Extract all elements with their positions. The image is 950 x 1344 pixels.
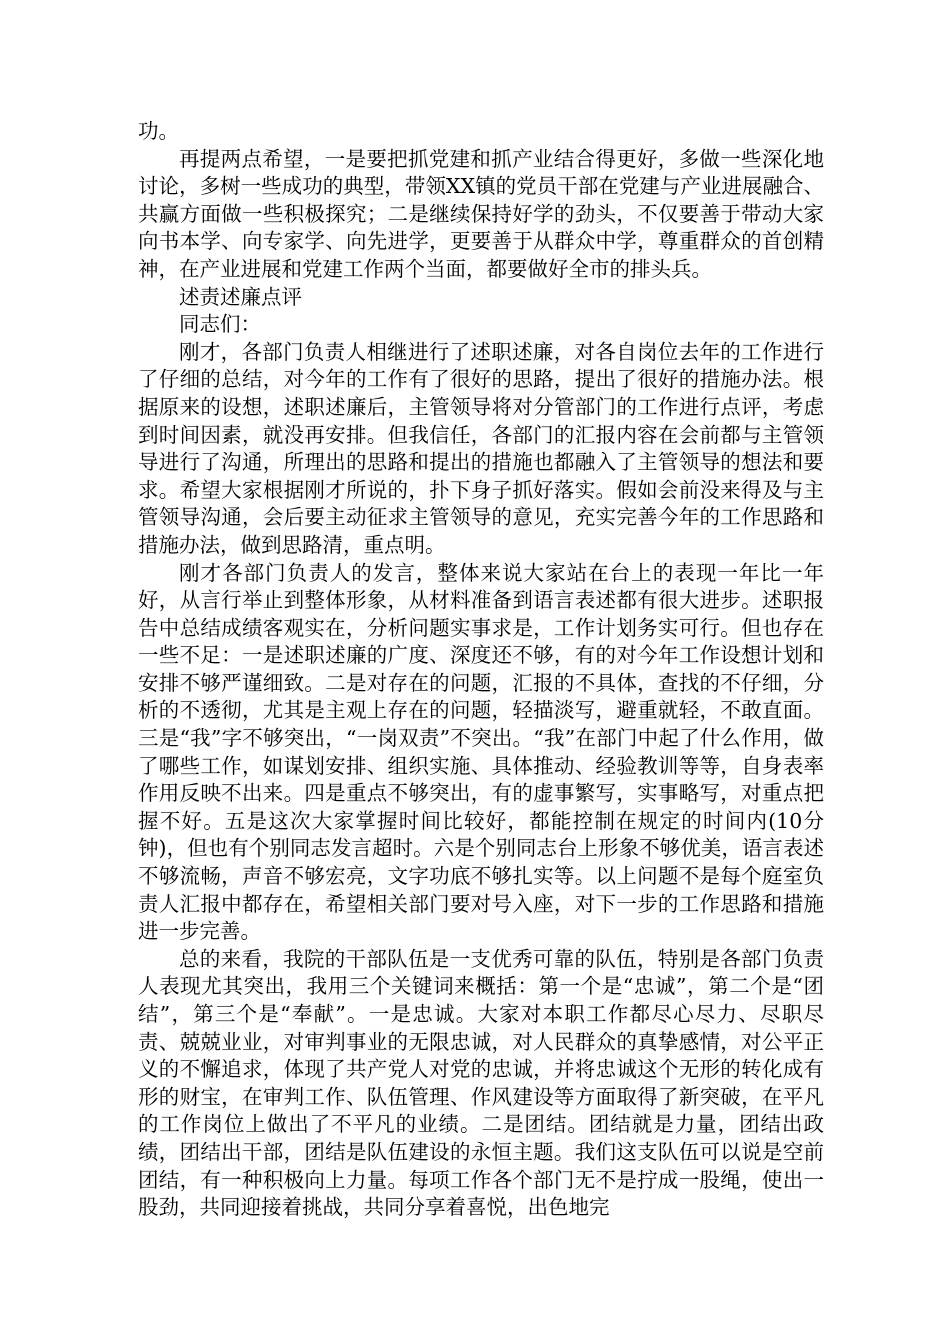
- paragraph-review-intro: 刚才，各部门负责人相继进行了述职述廉，对各自岗位去年的工作进行了仔细的总结，对今年的工作有了很好的思路，提出了很好的措施办法。根据原来的设想，述职述廉后，主管领导将对分管部门的工作进行点评，考虑到时间因素，就没再安排。但我信任，各部门的汇报内容在会前都与主管领导进行了沟通，所理出的思路和提出的措施也都融入了主管领导的想法和要求。希望大家根据刚才所说的，扑下身子抓好落实。假如会前没来得及与主管领导沟通，会后要主动征求主管领导的意见，充实完善今年的工作思路和措施办法，做到思路清，重点明。: [138, 339, 824, 557]
- paragraph-shortcomings: 刚才各部门负责人的发言，整体来说大家站在台上的表现一年比一年好，从言行举止到整体形象，从材料准备到语言表述都有很大进步。述职报告中总结成绩客观实在，分析问题实事求是，工作计划务实可行。但也存在一些不足：一是述职述廉的广度、深度还不够，有的对今年工作设想计划和安排不够严谨细致。二是对存在的问题，汇报的不具体，查找的不仔细，分析的不透彻，尤其是主观上存在的问题，轻描淡写，避重就轻，不敢直面。三是“我”字不够突出，“一岗双责”不突出。“我”在部门中起了什么作用，做了哪些工作，如谋划安排、组织实施、具体推动、经验教训等等，自身表率作用反映不出来。四是重点不够突出，有的虚事繁写，实事略写，对重点把握不好。五是这次大家掌握时间比较好，都能控制在规定的时间内(10分钟)，但也有个别同志发言超时。六是个别同志台上形象不够优美，语言表述不够流畅，声音不够宏亮，文字功底不够扎实等。以上问题不是每个庭室负责人汇报中都存在，希望相关部门要对号入座，对下一步的工作思路和措施进一步完善。: [138, 560, 824, 944]
- document-page: [138, 118, 824, 1222]
- paragraph-continuation: 功。: [138, 119, 179, 143]
- section-heading: 述责述廉点评: [179, 284, 302, 309]
- paragraph-hopes: 再提两点希望，一是要把抓党建和抓产业结合得更好，多做一些深化地讨论，多树一些成功的典型，带领XX镇的党员干部在党建与产业进展融合、共赢方面做一些积极探究；二是继续保持好学的劲头，不仅要善于带动大家向书本学、向专家学、向先进学，更要善于从群众中学，尊重群众的首创精神，在产业进展和党建工作两个当面，都要做好全市的排头兵。: [138, 146, 824, 281]
- paragraph-summary: 总的来看，我院的干部队伍是一支优秀可靠的队伍，特别是各部门负责人表现尤其突出，我用三个关键词来概括：第一个是“忠诚”，第二个是“团结”，第三个是“奉献”。一是忠诚。大家对本职工作都尽心尽力、尽职尽责、兢兢业业，对审判事业的无限忠诚，对人民群众的真挚感情，对公平正义的不懈追求，体现了共产党人对党的忠诚，并将忠诚这个无形的转化成有形的财宝，在审判工作、队伍管理、作风建设等方面取得了新突破，在平凡的工作岗位上做出了不平凡的业绩。二是团结。团结就是力量，团结出政绩，团结出干部，团结是队伍建设的永恒主题。我们这支队伍可以说是空前团结，有一种积极向上力量。每项工作各个部门无不是拧成一股绳，使出一股劲，共同迎接着挑战，共同分享着喜悦，出色地完: [138, 946, 824, 1220]
- salutation: 同志们：: [179, 312, 261, 337]
